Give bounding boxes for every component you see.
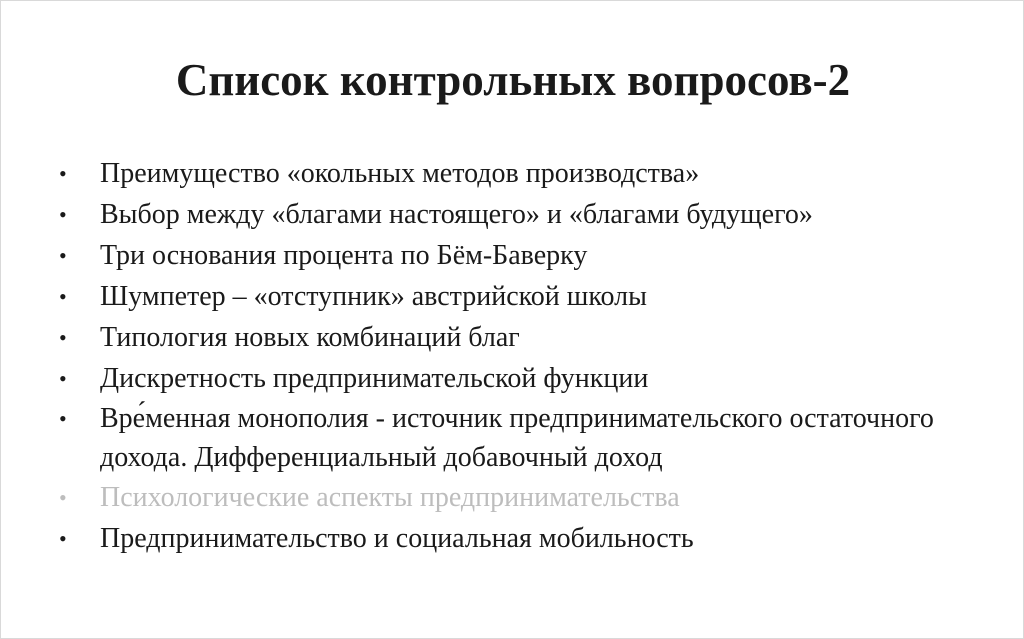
list-item-text: Психологические аспекты предпринимательства	[100, 482, 680, 513]
list-item	[59, 399, 979, 477]
list-item-text: Дискретность предпринимательской функции	[100, 363, 649, 394]
list-item-text: Предпринимательство и социальная мобильность	[100, 523, 694, 554]
list-item-text: Вре́менная монополия - источник предпринимательского остаточного дохода. Дифференциальный добавочный доход	[100, 403, 934, 473]
list-item	[59, 358, 979, 399]
bullet-icon: •	[59, 243, 67, 268]
list-item	[59, 518, 979, 559]
list-item-faded	[59, 477, 979, 518]
slide-title: Список контрольных вопросов-2	[175, 55, 851, 105]
bullet-icon: •	[59, 366, 67, 391]
list-item	[59, 276, 979, 317]
question-list	[59, 153, 979, 559]
bullet-icon: •	[59, 202, 67, 227]
list-item	[59, 194, 979, 235]
bullet-icon: •	[59, 526, 67, 551]
bullet-icon: •	[59, 406, 67, 431]
list-item	[59, 317, 979, 358]
list-item-text: Три основания процента по Бём-Баверку	[100, 240, 588, 271]
list-item-text: Преимущество «окольных методов производства»	[100, 158, 700, 189]
bullet-icon: •	[59, 485, 67, 510]
list-item-text: Типология новых комбинаций благ	[100, 322, 520, 353]
list-item	[59, 153, 979, 194]
list-item	[59, 235, 979, 276]
list-item-text: Шумпетер – «отступник» австрийской школы	[100, 281, 647, 312]
bullet-icon: •	[59, 161, 67, 186]
bullet-icon: •	[59, 284, 67, 309]
list-item-text: Выбор между «благами настоящего» и «благами будущего»	[100, 199, 813, 230]
bullet-icon: •	[59, 325, 67, 350]
